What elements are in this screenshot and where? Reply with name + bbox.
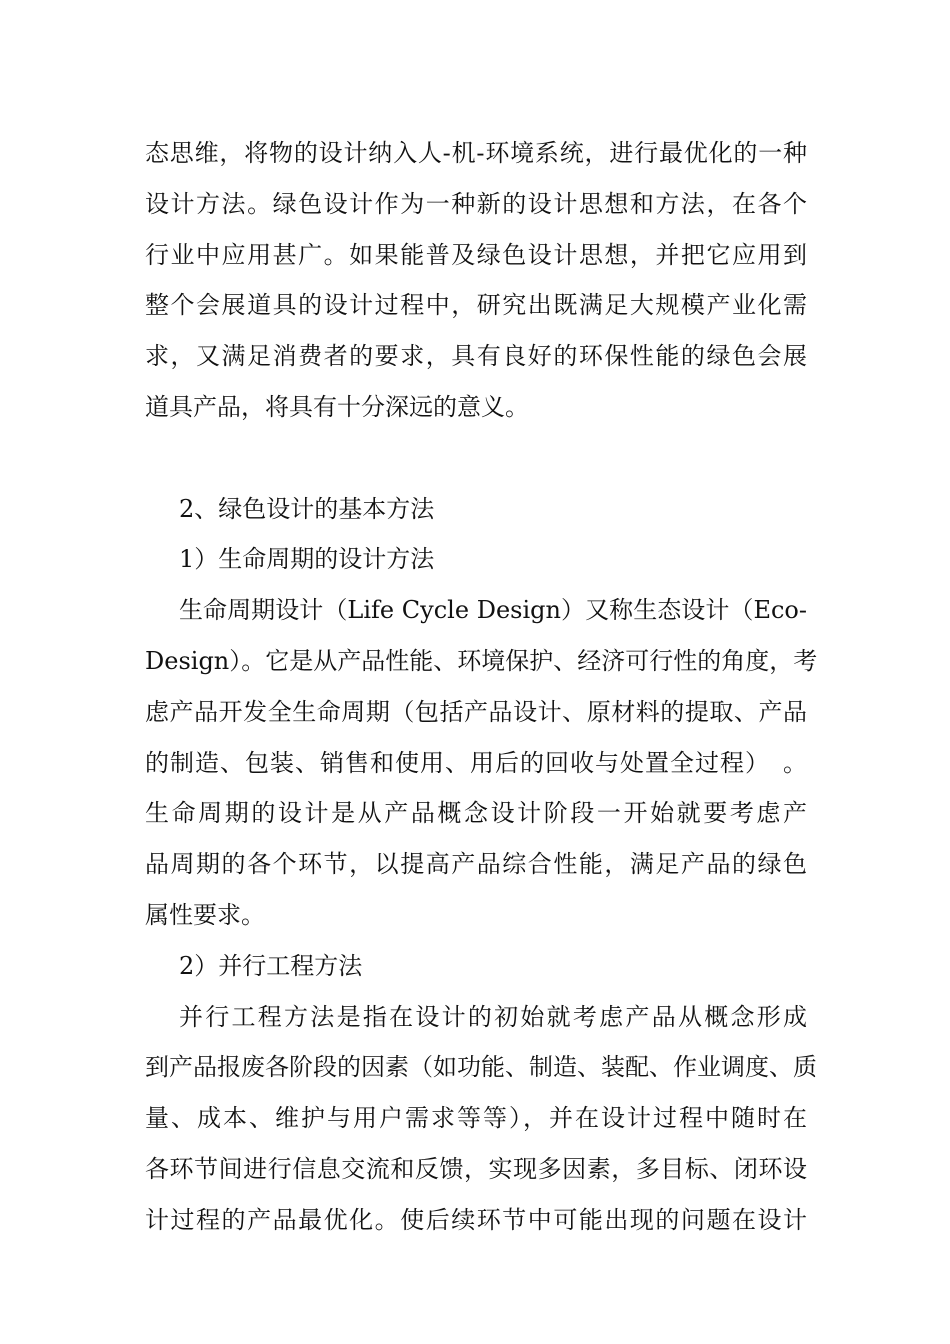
- text-line: 整个会展道具的设计过程中，研究出既满足大规模产业化需: [145, 291, 807, 320]
- text-line: 行业中应用甚广。如果能普及绿色设计思想，并把它应用到: [145, 240, 807, 269]
- paragraph-gap: [145, 433, 807, 484]
- document-body: [145, 128, 818, 1246]
- text-line: 量、成本、维护与用户需求等等），并在设计过程中随时在: [145, 1104, 807, 1133]
- text-line: 虑产品开发全生命周期（包括产品设计、原材料的提取、产品: [145, 697, 807, 726]
- section-heading: 2、绿色设计的基本方法: [179, 494, 435, 523]
- text-line: 生命周期的设计是从产品概念设计阶段一开始就要考虑产: [145, 799, 807, 828]
- text-line: 各环节间进行信息交流和反馈，实现多因素，多目标、闭环设: [145, 1154, 807, 1183]
- text-line: 品周期的各个环节，以提高产品综合性能，满足产品的绿色: [145, 850, 807, 879]
- subsection-heading: 1）生命周期的设计方法: [179, 545, 435, 574]
- text-line: 态思维，将物的设计纳入人-机-环境系统，进行最优化的一种: [145, 139, 807, 167]
- text-line: 设计方法。绿色设计作为一种新的设计思想和方法，在各个: [145, 189, 807, 218]
- text-line: 生命周期设计（Life Cycle Design）又称生态设计（Eco-: [179, 596, 807, 625]
- text-line: 道具产品，将具有十分深远的意义。: [145, 392, 529, 421]
- text-line: 计过程的产品最优化。使后续环节中可能出现的问题在设计: [145, 1205, 807, 1234]
- text-line: 的制造、包装、销售和使用、用后的回收与处置全过程） 。: [145, 748, 807, 777]
- text-line: 属性要求。: [145, 900, 265, 929]
- text-line: 求，又满足消费者的要求，具有良好的环保性能的绿色会展: [145, 342, 807, 371]
- text-line: 并行工程方法是指在设计的初始就考虑产品从概念形成: [179, 1002, 807, 1031]
- text-line: 到产品报废各阶段的因素（如功能、制造、装配、作业调度、质: [145, 1053, 817, 1082]
- subsection-heading: 2）并行工程方法: [179, 951, 363, 980]
- text-line: Design）。它是从产品性能、环境保护、经济可行性的角度，考: [145, 646, 818, 675]
